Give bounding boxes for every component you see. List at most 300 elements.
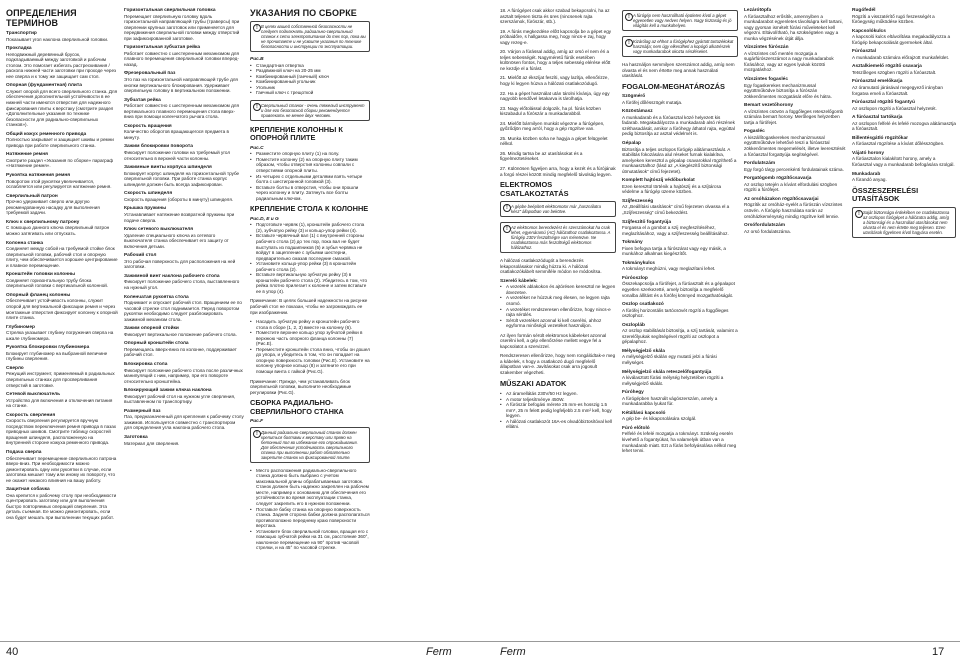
column-5 bbox=[500, 8, 616, 434]
definition-list-hu-1 bbox=[622, 94, 738, 454]
list-item: • A vezetéket ne húzzuk meg élesen, ne legyen rajta csomó. bbox=[500, 295, 616, 306]
definition-title: Опорная (фундаментная) плита bbox=[6, 83, 82, 89]
definition-text: A vízszintes cső mentén mozgatja a sugárfúrószerszámot a nagy munkadarabok fúrásához, vagy az egyes lyukak közötti mozgatáshoz. bbox=[744, 50, 834, 73]
definition-text: Устройство для включения и отключения питания на станке. bbox=[6, 397, 113, 409]
definition-item bbox=[124, 8, 244, 41]
definition-text: С помощью данного ключа сверлильный патрон можно затягивать или отпускать. bbox=[6, 225, 110, 236]
definition-item bbox=[124, 274, 244, 291]
definition-item bbox=[622, 199, 738, 216]
section-heading-assembly-hu: ÖSSZESZERELÉSI UTASÍTÁSOK bbox=[852, 185, 919, 204]
definition-title: Mélységjelző skála reteszelőfogantyúja bbox=[622, 369, 712, 375]
definition-text: Показывает угол наклона сверлильной головки. bbox=[6, 36, 109, 42]
definition-item bbox=[124, 295, 244, 323]
list-item: 24. Mielőtt bármilyen munkát végezne a fúrógépen, győződjön meg arról, hogy a gép rögzítve van. bbox=[500, 120, 605, 132]
definition-title: Защитная собачка bbox=[6, 487, 50, 493]
definition-title: Заготовка bbox=[124, 435, 148, 440]
definition-title: Рукоятка блокировки глубиномера bbox=[6, 345, 90, 351]
cable-list bbox=[500, 284, 616, 328]
list-item: • Sérült vezetéket azonnal ki kell cserélni, ahhoz egyforma minőségű vezetéket használjon. bbox=[500, 318, 616, 329]
definition-item bbox=[6, 392, 118, 409]
definition-title: Рукоятка натяжения ремня bbox=[6, 173, 71, 179]
definition-text: Полностью закрывает и защищает шкивы и ремни привода при работе сверлильного станка. bbox=[6, 137, 114, 148]
definition-title: Коленчатая рукоятка стола bbox=[124, 294, 189, 300]
definition-item bbox=[124, 362, 244, 384]
definition-item bbox=[124, 165, 244, 187]
definition-title: Oszlopláb bbox=[622, 322, 645, 328]
definition-item bbox=[622, 141, 738, 174]
definition-item bbox=[622, 411, 738, 422]
definition-title: Fúróasztal emelőkarja bbox=[852, 79, 903, 85]
definition-title: Натяжение ремня bbox=[6, 152, 48, 158]
section-heading-drill-assembly: СБОРКА РАДИАЛЬНО-СВЕРЛИЛЬНОГО СТАНКА bbox=[250, 398, 344, 416]
tech-list bbox=[500, 391, 616, 430]
definition-title: Fúróoszlop bbox=[622, 275, 648, 281]
definition-title: Mélységjelző skála bbox=[622, 348, 665, 354]
definition-text: Соединяет горизонтальную трубу блока сверлильной головки с вертикальной колонной. bbox=[6, 277, 109, 289]
definition-item bbox=[622, 261, 738, 272]
definition-title: Фрезеровальный паз bbox=[124, 71, 176, 77]
definition-item bbox=[6, 366, 118, 388]
note-text: Примечание: Прежде, чем устанавливать блок сверлильной головки, выполните необходимые регулировки (Рис.G). bbox=[250, 378, 352, 395]
column-2 bbox=[124, 8, 244, 450]
definition-text: A kapcsoló kulcs eltávolítása megakadályozza a fúrógép bekapcsolását gyermekek által. bbox=[852, 34, 951, 45]
column-6 bbox=[622, 8, 738, 458]
definition-item bbox=[744, 129, 848, 157]
definition-text: A kiszállítogaskerekes mechanizmussal együttműködve lehetővé teszi a fúróasztal zökkenőmentes megemelését, illetve leeresztését a fúróasztal forgattyúja segítségével. bbox=[744, 134, 846, 157]
definition-item bbox=[744, 8, 848, 41]
definition-text: A vízszintes csövön a függőleges reteszelőgomb számára bemart horony. Merőleges helyzetben tartja a fúrófejet. bbox=[744, 108, 844, 125]
definition-title: Глубиномер bbox=[6, 324, 35, 330]
definition-title: Колонна станка bbox=[6, 240, 44, 246]
definition-title: Bemart vezetőhorony bbox=[744, 103, 794, 109]
list-item: • A vezetéket rendszeresen ellenőrizze, hogy nincs-e rajta sérülés. bbox=[500, 307, 616, 318]
definition-title: Komplett hajtószíj védőburkolat bbox=[622, 178, 695, 184]
definition-item bbox=[6, 272, 118, 289]
definition-text: Фиксирует рабочий стол на нужном угле сверления, выставленном по транспортиру. bbox=[124, 393, 236, 405]
definition-title: Oszlop csatlakozó bbox=[622, 302, 664, 308]
definition-item bbox=[124, 341, 244, 358]
definition-item bbox=[744, 176, 848, 193]
definition-title: Зубчатая рейка bbox=[124, 97, 161, 103]
section-heading-electric: ELEKTROMOS CSATLAKOZTATÁS bbox=[500, 180, 569, 198]
list-item: • Из четырех с отдельными деталями взять четыре болта с шестигранной головкой (3). bbox=[250, 174, 370, 185]
definition-text: Egy fogaskerekes mechanizmussal együttműködve biztosítja a fúrószán zökkenőmentes mozgatását előre és hátra. bbox=[744, 82, 832, 99]
definition-text: A mélységjelző skálán egy mutató jelzi a fúrási mélységet. bbox=[622, 354, 717, 366]
definition-title: Скорость шпинделя bbox=[124, 191, 173, 197]
definition-item bbox=[622, 390, 738, 407]
definition-item bbox=[6, 241, 118, 269]
definition-item bbox=[852, 29, 956, 46]
list-item: 20. Várjon a fúrással addig, amíg az orsó el nem éri a teljes sebességét. Nagyméretű fúrók esetében különösen fontos, hogy a teljes sebesség elérése előtt ne kezdje el a fúrást. bbox=[500, 49, 611, 71]
list-item: • Вставьте червячный вал (1) с внутренней стороны рабочего стола (2) до тех пор, пока вал не будет выступать из подшипников (5) и зубья червяка не войдут в зацепление с зубьями шестерни, предварительно смазав последние смазкой. bbox=[250, 233, 370, 261]
warning-box: ! Данный радиально-сверлильный станок должен крепиться болтами к верстаку или прямо на бетонный пол во избежание его опрокидывания. Для обеспечения устойчивость сверлильного станка при выполнении работ обязательно закрепите станок на фиксированной плите. bbox=[250, 427, 370, 463]
definition-item bbox=[124, 388, 244, 405]
definition-title: Lezárótöpfa bbox=[744, 8, 772, 13]
definition-title: Szíjfeszesség bbox=[622, 198, 654, 204]
page-number-left: 40 bbox=[6, 646, 19, 658]
definition-title: Tokmánykulcs bbox=[622, 260, 655, 266]
definition-title: Блокирующий зажим ключа наклона bbox=[124, 388, 212, 394]
definition-title: Крышка пружины bbox=[124, 206, 167, 212]
section-heading-definitions: ОПРЕДЕЛЕНИЯ ТЕРМИНОВ bbox=[6, 8, 77, 28]
definition-title: Ключ сетевого выключателя bbox=[124, 227, 194, 233]
definition-text: Rögzíti a visszatérítő rugó feszességét a fúróegység működése közben. bbox=[852, 13, 935, 25]
definition-item bbox=[744, 103, 848, 125]
definition-item bbox=[622, 370, 738, 387]
brand-left: Ferm bbox=[426, 646, 452, 658]
definition-item bbox=[622, 276, 738, 298]
definition-text: Скорость вращения (обороты в минуту) шпинделя. bbox=[124, 196, 234, 202]
definition-title: Rugófedél bbox=[852, 8, 876, 13]
figure-ref-f: Рис.F bbox=[250, 419, 264, 425]
section-heading-assembly: УКАЗАНИЯ ПО СБОРКЕ bbox=[250, 8, 357, 18]
definition-item bbox=[6, 132, 118, 149]
definition-item bbox=[124, 144, 244, 161]
definition-title: Прокладка bbox=[6, 46, 32, 52]
definition-text: Фиксирует положение рабочего стола, выставленного на нужный угол. bbox=[124, 279, 240, 290]
steps-list bbox=[250, 222, 370, 294]
definition-item bbox=[744, 197, 848, 219]
definition-text: Egy forgó tárgy percenkénti fordulatainak száma. bbox=[744, 166, 844, 172]
definition-text: Поворотом этой рукоятки увеличивается, ослабляется или регулируется натяжение ремня. bbox=[6, 178, 112, 190]
list-item: • A motor teljesítménye 450W. bbox=[500, 397, 616, 403]
definition-title: Горизонтальная зубчатая рейка bbox=[124, 45, 201, 51]
definition-text: Ezen keresztül történik a hajtószíj és a szíjtárcsa védelme a fúrógép üzeme közben. bbox=[622, 183, 722, 195]
definition-text: Az oszlop tetején a kívánt elfordulási szögben rögzíti a fúrófejet. bbox=[744, 181, 838, 193]
definition-item bbox=[852, 8, 956, 25]
definition-text: Фиксирует положение рабочего стола после различных манипуляций с ним, например, при его повороте относительно кронштейна. bbox=[124, 367, 243, 384]
definition-item bbox=[6, 413, 118, 446]
definition-item bbox=[852, 79, 956, 96]
definition-text: Tetszőleges szögben rögzíti a fúróasztalt. bbox=[852, 69, 937, 75]
column-1 bbox=[6, 8, 118, 525]
figure-ref-d: Рис.D, E и G bbox=[250, 216, 279, 222]
definition-text: A munkadarab és a fúróasztal közé helyezett kis fadarab. Megakadályozza a munkadarab alsó részének széthasadását, amikor a fúróhegy áthatol rajta, egyúttal pedig biztosítja az asztal védelmét is. bbox=[622, 114, 735, 137]
list-item: • Место расположения радиально-сверлильного станка должно быть выбрано с учетом максимальной длины обрабатываемых заготовок. Станок должен быть надежно закреплен на рабочем месте, например к основанию для обеспечения его устойчивости во время эксплуатации станка, следует закрепить его в нужном положении. bbox=[250, 468, 370, 507]
figure-ref-c: Рис.C bbox=[250, 145, 264, 151]
definition-item bbox=[6, 345, 118, 362]
definition-text: Удаление специального ключа из сетевого выключателя станка обеспечивает его защиту от включения детьми. bbox=[124, 232, 229, 249]
definition-text: Паз, предназначенный для крепления к рабочему столу зажимов. Используется совместно с транспортиром для определения угла наклона рабочего стола. bbox=[124, 414, 244, 431]
definition-item bbox=[6, 220, 118, 237]
definition-list-hu-3 bbox=[852, 8, 956, 243]
definition-title: Forgatógomb rögzítőcsavarja bbox=[744, 176, 812, 182]
list-item: • Поместите колонну (2) на опорную плиту таким образом, чтобы отверстия колонны совпали с отверстиями опорной плиты. bbox=[250, 157, 370, 174]
definition-title: Vízszintes fogasléc bbox=[744, 77, 788, 83]
definition-item bbox=[6, 293, 118, 321]
section-heading-table: КРЕПЛЕНИЕ СТОЛА К КОЛОННЕ bbox=[250, 204, 369, 214]
definition-title: Szögmérő bbox=[622, 94, 646, 100]
definition-text: Összekapcsolja a fúrófejet, a fúróasztalt és a gépalapot egyetlen szerkezetté, amely biztosítja a megfelelő vonalba állítást és a fúrófej könnyed mozgathatóságát. bbox=[622, 281, 735, 298]
definition-title: Кронштейн головки колонны bbox=[6, 272, 76, 278]
list-item: 22. Ha a gépet használat után tárolni kívánja, úgy egy nagyobb kendővel letakarva is tárolhatja. bbox=[500, 90, 610, 102]
definition-title: Tokmány bbox=[622, 240, 643, 246]
definition-text: Az oszlop stabilitását biztosítja, a szíj tartását, valamint a szerelőlyukak segítségével rögzíti az oszlopot a gépalaphoz. bbox=[622, 328, 738, 345]
definition-title: Asztalkiemelő rögzítő csavarja bbox=[852, 64, 922, 70]
definition-item bbox=[622, 426, 738, 454]
definition-title: Kapcsolókulcs bbox=[852, 28, 886, 34]
section-heading-tech: MŰSZAKI ADATOK bbox=[500, 378, 567, 388]
definition-list-ru-2 bbox=[124, 8, 244, 446]
definition-title: Скорость вращения bbox=[124, 123, 172, 129]
definition-title: Ключ к сверлильному патрону bbox=[6, 219, 80, 225]
definition-text: Материал для сверления. bbox=[124, 440, 180, 446]
list-item: 18. A fúrógépet csak akkor szabad bekapcsolni, ha az asztalt teljesen tiszta és üres (nincsenek rajta szerszámok, fúrószár, stb.). bbox=[500, 8, 610, 25]
steps-list bbox=[250, 468, 370, 551]
definition-title: Fúróasztal bbox=[852, 49, 876, 55]
definition-item bbox=[744, 223, 848, 234]
steps-list bbox=[250, 151, 370, 201]
definition-item bbox=[622, 323, 738, 345]
definition-item bbox=[852, 151, 956, 168]
definition-item bbox=[622, 94, 738, 105]
definition-text: Блокирует корпус шпинделя на горизонтальной трубе сверлильной головки. При работе станка корпус шпинделя должен быть всегда зафиксирован. bbox=[124, 170, 240, 187]
definition-text: Az „Beállítási utasítások” című fejezeten olvassa el a „Szíjfeszesség” című bekezdést. bbox=[622, 204, 730, 215]
definition-text: Перемещаясь вверх-вниз по колонне, поддерживает рабочий стол. bbox=[124, 346, 237, 358]
definition-title: Az orsóházakon rögzítőcsavarjai bbox=[744, 196, 819, 202]
definition-title: Подача сверла bbox=[6, 450, 42, 455]
list-item: 26. Mindig tartsa be az utasításokat és a figyelmeztetéseket. bbox=[500, 150, 583, 162]
definition-text: Обеспечивает перемещение сверлильного патрона вверх-вниз. При необходимости можно демонтировать одну или рукоятки в случае, если заготовка мешает тому или иному их повороту, что не окажет никакого влияния на вашу работу. bbox=[6, 455, 117, 483]
definition-title: Vájató horony bbox=[852, 150, 884, 156]
definition-list-ru-1 bbox=[6, 31, 118, 521]
warning-box: ! Saját biztonsága érdekében ne csatlakoztassa az oszlopos fúrógépet a hálózatra addig, amíg a biztonsági és a használati utasításokat nem olvasta el és nem értette meg teljesen. Ezen utasítások figyelmen kívül hagyása esetén. bbox=[852, 207, 956, 238]
list-item: • Переместите кронштейн стола вниз, чтобы он дошел до упора, и убедитесь в том, что он попадает на опорную поверхность головки (Рис.E). Установите на колонну упорное кольцо (8) и затяните его при помощи винта с гайкой (Рис.G). bbox=[250, 347, 370, 375]
definition-list-hu-2 bbox=[744, 8, 848, 238]
list-item: • Вставьте вертикальную зубчатую рейку (3) в кронштейн рабочего стола (2). Убедитесь в том, что рейка плотно прилегает к колонне и затем вставьте ее в упор (4). bbox=[250, 272, 370, 294]
definition-item bbox=[852, 115, 956, 132]
definition-text: Стрелка указывает глубину погружения сверла на шкале глубиномера. bbox=[6, 330, 114, 341]
definition-title: Опорный кронштейн стола bbox=[124, 341, 189, 347]
definition-text: Az orsó fordulatszáma. bbox=[744, 228, 791, 234]
definition-text: A fúróasztalhoz erősítik, amennyiben a munkadarabot egyenletes távolságra kell tartani, vagy gyorsan ismételt fúrási műveleteket kell végezni. Eltávolítható, ha szükségtelen vagy a munka végzésének útját állja. bbox=[744, 13, 843, 41]
list-item: • Угольник bbox=[250, 85, 370, 91]
definition-text: Fixen befogva tartja a fúrószárat vagy egy másik, a munkához alkalmas kiegészítőt. bbox=[622, 245, 726, 257]
definition-text: A fúrófej horizontális tartócsövét rögzíti a függőleges oszlophoz. bbox=[622, 307, 729, 319]
definition-item bbox=[6, 450, 118, 483]
definition-item bbox=[852, 100, 956, 111]
definition-text: Forgassa el a gombot a szíj megfeszítéséhez, meglazításához, vagy a szíjfeszesség beállításához. bbox=[622, 225, 729, 236]
warning-box: ! Az elektromos berendezést és szerszámokat ha csak lehet, egyenáramú (AC) hálózathoz csatlakoztassa. A fúrógép 230V feszültségre van méretezve. Ne csatlakoztassa más feszültségű elektromos hálózathoz. bbox=[500, 222, 616, 253]
definition-text: Она крепится к рабочему столу при необходимости сцентрировать заготовку или для выполнения быстро повторяемых операций сверления. Эта деталь съемная. Ее можно демонтировать, если она будет мешать при выполнении текущих работ. bbox=[6, 492, 117, 521]
definition-item bbox=[852, 49, 956, 60]
list-item: • Az áramellátás 230V/50 Hz legyen. bbox=[500, 391, 616, 397]
definition-item bbox=[124, 409, 244, 431]
definition-item bbox=[744, 77, 848, 99]
subheading: Szerelő kábelek: bbox=[500, 278, 538, 284]
definition-item bbox=[6, 46, 118, 79]
warning-box: ! Сверлильный станок - очень тяжелый инструмент и для его безопасной сборки рекомендуется привлекать не менее двух человек. bbox=[250, 100, 370, 121]
definition-text: Неподвижный деревянный брусок, подкладываемый между заготовкой и рабочим столом. Это помогает избегать растрескивания / раскола нижней части заготовки при проходе через нее сверла и к тому же защищает сам стол. bbox=[6, 51, 117, 79]
definition-item bbox=[622, 349, 738, 366]
definition-text: A kiválasztott fúrási mélység helyzetében rögzíti a mélységjelző skálát. bbox=[622, 375, 724, 386]
definition-item bbox=[124, 71, 244, 93]
definition-text: Блокирует глубиномер на выбранной величине глубины сверления. bbox=[6, 350, 108, 362]
definition-text: Biztosítja a teljes oszlopos fúrógép alátámasztását. A stabilitás fokozására alul réseket furnak kialakítva, amelyeken keresztül a gépalap csavarokkal rögzíthető a munkaasztalhoz (lásd az „A kiegészítő biztonsági útmutatások” című fejezetet). bbox=[622, 146, 737, 174]
list-item: • Стандартная отвертка bbox=[250, 63, 370, 69]
page-number-right: 17 bbox=[932, 646, 945, 658]
body-text: A hálózati csatlakozódugót a berendezés lekapcsolásakor mindig húzza ki. A hálózati csatlakozókábelt semmiféle módon ne módosítsa. bbox=[500, 258, 602, 275]
definition-text: A fúrófej dőlésszögét mutatja. bbox=[622, 99, 683, 105]
list-item: • Гаечный ключ с трещоткой bbox=[250, 90, 370, 96]
definition-item bbox=[6, 152, 118, 169]
definition-item bbox=[852, 172, 956, 183]
definition-item bbox=[852, 64, 956, 75]
definition-text: Количество оборотов вращающегося предмета в минуту. bbox=[124, 129, 229, 140]
definition-text: Прочно удерживает сверло или другую рекомендованную насадку для выполнения требуемой задачи. bbox=[6, 199, 100, 216]
definition-text: Смотрите раздел «Указания по сборке» параграф «Натяжение ремня». bbox=[6, 157, 114, 169]
brand-right: Ferm bbox=[500, 646, 526, 658]
definition-item bbox=[124, 45, 244, 67]
section-heading-column: КРЕПЛЕНИЕ КОЛОННЫ К ОПОРНОЙ ПЛИТЕ bbox=[250, 124, 343, 143]
list-item: • Поместите верхнее кольцо упор зубчатой рейки в верхнюю часть опорного фланца колонны (7) (Рис.E). bbox=[250, 330, 370, 347]
definition-item bbox=[744, 45, 848, 73]
steps-list bbox=[250, 319, 370, 374]
list-item: • Насадить зубчатую рейку и кронштейн рабочего стола в сборе (1, 2, 3) вместе на колонну (6). bbox=[250, 319, 370, 330]
list-item: • Подготовьте червяк (1), кронштейн рабочего стола (2), зубчатую рейку (3) и кольцо-упор рейки (4). bbox=[250, 222, 370, 233]
warning-box: ! A fúrógép nem használható épületen kívül a gépet egyenetlen vagy nedves helyen. Nagy tisztaság és jó világítás kell a munkahelyen. bbox=[622, 10, 738, 31]
warning-box: ! A gépbe beépített elektromotor már „használatra kész” állapotban van bekötve. bbox=[500, 201, 616, 217]
definition-title: Gépalap bbox=[622, 140, 641, 146]
definition-text: Служит опорой для всего сверлильного станка. Для обеспечения дополнительной устойчивости в ее нижней части имеются отверстия для надежного фиксирования плиты к верстаку (смотрите раздел «Дополнительные указания по технике безопасности для радиально-сверлильных станков»). bbox=[6, 88, 118, 128]
definition-title: Зажим блокировки поворота bbox=[124, 144, 193, 150]
list-item: 19. A fúrás megkezdése előtt kapcsolja be a gépet egy próbaidőre, s hallgassa meg, hogy nincs-e zaj, hogy vagy rezeg-e. bbox=[500, 28, 612, 45]
definition-item bbox=[852, 136, 956, 147]
body-text: Rendszeresen ellenőrizze, hogy nem rongálódtak-e meg a kábelek, s hogy a csatlakozó dugó megfelelő állapotban van-e. Javításokat csak arra jogosult szakember végezheti. bbox=[500, 353, 616, 375]
list-item: • Раздвижной ключ на 20-25 мм bbox=[250, 68, 370, 74]
definition-title: Fúró előtoló bbox=[622, 425, 650, 431]
definition-text: A tokmányt meghúzni, vagy meglazítani lehet. bbox=[622, 266, 716, 272]
definition-item bbox=[6, 83, 118, 127]
definition-item bbox=[622, 240, 738, 257]
list-item: • Разместите опорную плиту (1) на полу. bbox=[250, 151, 370, 157]
definition-title: Fordulatszám bbox=[744, 161, 776, 167]
definition-text: Соединяет между собой на требуемой стойке блок сверлильной головки, рабочий стол и опорную плиту, чем обеспечивается хорошее центрирование и плавное перемещение. bbox=[6, 246, 118, 268]
definition-text: Обеспечивает устойчивость колонны, служит опорой для вертикальной фиксации ремня и через монтажные отверстия фиксирует колонну к опорной плите станка. bbox=[6, 298, 118, 321]
definition-title: Зажимные винты корпуса шпинделя bbox=[124, 165, 212, 171]
definition-title: Munkadarab bbox=[852, 171, 881, 177]
definition-title: Сверлильный патрон bbox=[6, 193, 58, 199]
definition-title: Размерный паз bbox=[124, 408, 161, 414]
definition-text: A gép be- és kikapcsolására szolgál. bbox=[622, 416, 697, 422]
definition-text: A fúrógépben használt vágószerszám, amely a munkadarabba lyukat fúr. bbox=[622, 395, 718, 407]
list-item: • Комбинированный угольник bbox=[250, 79, 370, 85]
numbered-safety-list bbox=[500, 8, 616, 177]
definition-item bbox=[124, 253, 244, 270]
definition-text: Felfelé és lefelé mozgatja a tokmányt. Szükség esetén kivehető a fogantyúkat, ha valamelyik útban van a munkadarab miatt. Ezt a fúrás befolyásolása nélkül meg lehet tenni. bbox=[622, 431, 737, 454]
definition-title: Billentésgátló rögzítőkar bbox=[852, 135, 908, 141]
definition-item bbox=[124, 227, 244, 249]
definition-item bbox=[124, 206, 244, 223]
column-3 bbox=[250, 8, 370, 555]
definition-title: Блокировка стола bbox=[124, 361, 168, 367]
tools-list bbox=[250, 63, 370, 96]
definition-item bbox=[124, 326, 244, 337]
definition-item bbox=[6, 31, 118, 42]
definition-title: Fúróhegy bbox=[622, 390, 644, 396]
definition-text: A munkadarab számára előrajzott munkafelület. bbox=[852, 54, 950, 60]
note-text: Примечание: В целях большей надежности на рисунке рабочий стол не показан, чтобы не загромождать ее при изображении. bbox=[250, 298, 368, 315]
definition-text: Az oszlopon felfelé és lefelé mozogva alátámasztja a fúróasztalt. bbox=[852, 120, 956, 132]
definition-title: Kétállású kapcsoló bbox=[622, 410, 666, 416]
definition-item bbox=[744, 161, 848, 172]
definition-text: Работает совместно с шестеренным механизмом для плавного перемещения сверлильной головки вперед-назад. bbox=[124, 50, 239, 67]
definition-text: A fúróasztalon kialakított horony, amely a fúróasztal vagy a munkadarab befogására szolgál. bbox=[852, 156, 955, 168]
definition-item bbox=[6, 173, 118, 190]
definition-item bbox=[124, 191, 244, 202]
definition-title: Vízszintes fúrószán bbox=[744, 45, 789, 51]
definition-title: A fúróasztal tartókarja bbox=[852, 115, 903, 121]
definition-item bbox=[124, 98, 244, 120]
definition-item bbox=[622, 302, 738, 319]
list-item: • Вставьте болты в отверстия, чтобы они прошли через колонну и плиту. Затянуть все болты радиальным ключом. bbox=[250, 185, 370, 202]
list-item: 27. Különösen figyeljen arra, hogy a kezét és a fúrójának a forgó részei között mindig megfelelő távolság legyen. bbox=[500, 166, 616, 177]
definition-item bbox=[622, 220, 738, 237]
definition-title: Fogasléc bbox=[744, 129, 765, 135]
definition-text: Поднимает и опускает рабочий стол. Вращением ее по часовой стрелке стол поднимается. Перед поворотом рукоятки необходимо следует разблокировать зажимной механизм стола. bbox=[124, 300, 242, 322]
definition-text: Фиксирует положение головки на требуемый угол относительно в верхней части колонны. bbox=[124, 150, 231, 161]
definition-text: Это паз на горизонтальной направляющей трубе для кнопки вертикального блокирования. Удерживает сверлильную головку в вертикальном положении. bbox=[124, 77, 238, 94]
definition-item bbox=[6, 325, 118, 342]
definition-text: A fúrandó anyag. bbox=[852, 177, 887, 183]
list-item: 23. Nagy előtolással dolgozik, ha pl. fúrás közben kiszabadul a fúrószár a munkadarabból. bbox=[500, 105, 601, 117]
body-text: Az ilyen formán sérült elektromos kábeleket azonnal cserélni kell, a gép ellenőrzése mellett vegye fel a kapcsolatot a szervizzel. bbox=[500, 332, 607, 349]
list-item: • A hálózati csatlakozót 16A-es olvadóbiztosítóval kell ellátni. bbox=[500, 419, 616, 430]
definition-title: Orsófordulatszám bbox=[744, 223, 786, 229]
definition-item bbox=[622, 109, 738, 137]
definition-title: Транспортир bbox=[6, 31, 37, 36]
definition-text: Работает совместно с шестеренным механизмом для вертикального плавного перемещения стола вверх-вниз при помощи коленчатого рычага стола. bbox=[124, 103, 239, 120]
section-heading-terms-hu: FOGALOM-MEGHATÁROZÁS bbox=[622, 81, 725, 91]
list-item: 25. Munka közben soha ne hagyja a gépet felügyelet nélkül. bbox=[500, 135, 608, 147]
list-item: • Установите кольцо-упор рейки (3) в кронштейн рабочего стола (2). bbox=[250, 261, 370, 272]
definition-title: Сверло bbox=[6, 365, 24, 371]
warning-box: ! В целях вашей собственной безопасности не следует подключать радиально-сверлильный станок к сети электропитания до тех пор, пока вы не прочитаете и не усвоите указания по технике безопасности и инструкции по эксплуатации. bbox=[250, 21, 370, 52]
definition-title: Опорный фланец колонны bbox=[6, 292, 71, 298]
definition-title: Зажим опорной стойки bbox=[124, 326, 179, 332]
warning-box: ! Kizárólag az ehhez a fúrógéphez gyártott tartozékokat használja; nem úgy elkerülheti a kopógó alkatrészek vagy munkadarabok okozta sérüléseket. bbox=[622, 36, 738, 57]
list-item: • A vezeték ablakokon és ajtórésen keresztül ne legyen átvezetve. bbox=[500, 284, 616, 295]
definition-title: Fúróasztal rögzítő fogantyú bbox=[852, 100, 915, 106]
definition-title: Рабочий стол bbox=[124, 253, 157, 259]
definition-text: Устанавливает натяжение возвратной пружины при подаче сверла. bbox=[124, 211, 235, 223]
definition-title: Горизонтальная сверлильная головка bbox=[124, 8, 216, 13]
list-item: 21. Mielőtt az ékszíjat feszíti, vagy lazítja, ellenőrizze, hogy ki legyen húzva a hálózati csatlakozódugó. bbox=[500, 75, 609, 87]
definition-title: Скорость сверления bbox=[6, 412, 56, 418]
definition-title: Общий кожух ременного привода bbox=[6, 131, 87, 137]
definition-text: Перемещает сверлильную головку вдоль горизонтальной направляющей трубы (траверсы) при сверлении крупных заготовок или применяется для передвижения сверлильной головки между отверстий при зафиксированной заготовке. bbox=[124, 13, 240, 41]
definition-item bbox=[124, 435, 244, 446]
figure-ref-b: Рис.B bbox=[250, 57, 264, 62]
definition-title: Szíjfeszítő fogantyúja bbox=[622, 219, 672, 225]
list-item: • Установите блок сверлильной головки, вращая его с помощью зубчатой рейки на 31 см, расстояние 360°, наклонное перемещение на 90° против часовой стрелки, и на 45° по часовой стрелке. bbox=[250, 529, 370, 551]
definition-text: Az óramutató járásával megegyező irányban forgatva emeli a fúróasztalt. bbox=[852, 85, 943, 96]
definition-item bbox=[622, 178, 738, 195]
definition-item bbox=[124, 124, 244, 141]
definition-item bbox=[6, 487, 118, 520]
definition-title: Сетевой выключатель bbox=[6, 392, 61, 398]
list-item: • Комбинированный (гаечный) ключ bbox=[250, 74, 370, 80]
definition-text: Скорость сверления регулируется вручную посредством переключения ремня привода в пазах приводных шкивов. Смотрите таблицу скоростей вращения шпинделя, расположенную на внутренней стороне кожуха ременного привода. bbox=[6, 418, 117, 446]
body-text: Ha használjon semmilyen szerszámot addig, amíg nem olvasta el és nem értette meg annak használati utasítását. bbox=[622, 62, 735, 79]
list-item: • A fúrószár befogási mérete 25 mm-es hosszig 1.5 mm*, 25 m felett pedig legfeljebb 2.5 mm² kell, hogy legyen. bbox=[500, 402, 616, 419]
definition-title: Közöstámasz bbox=[622, 109, 653, 115]
definition-text: Rögzítik az orsóház-nyelét a fúrószán vízszintes csövén. A fúrógép használata során az orsóházkeménység mindig rögzítve kell lennie. bbox=[744, 202, 843, 219]
definition-text: Режущий инструмент, применяемый в радиальных сверлильных станках для просверливания отверстий в заготовке. bbox=[6, 371, 115, 388]
definition-item bbox=[6, 194, 118, 216]
definition-text: A fúróasztal rögzítése a kívánt dőlésszögben. bbox=[852, 141, 945, 147]
definition-text: Это рабочая поверхность для расположения на ней заготовки. bbox=[124, 258, 236, 270]
